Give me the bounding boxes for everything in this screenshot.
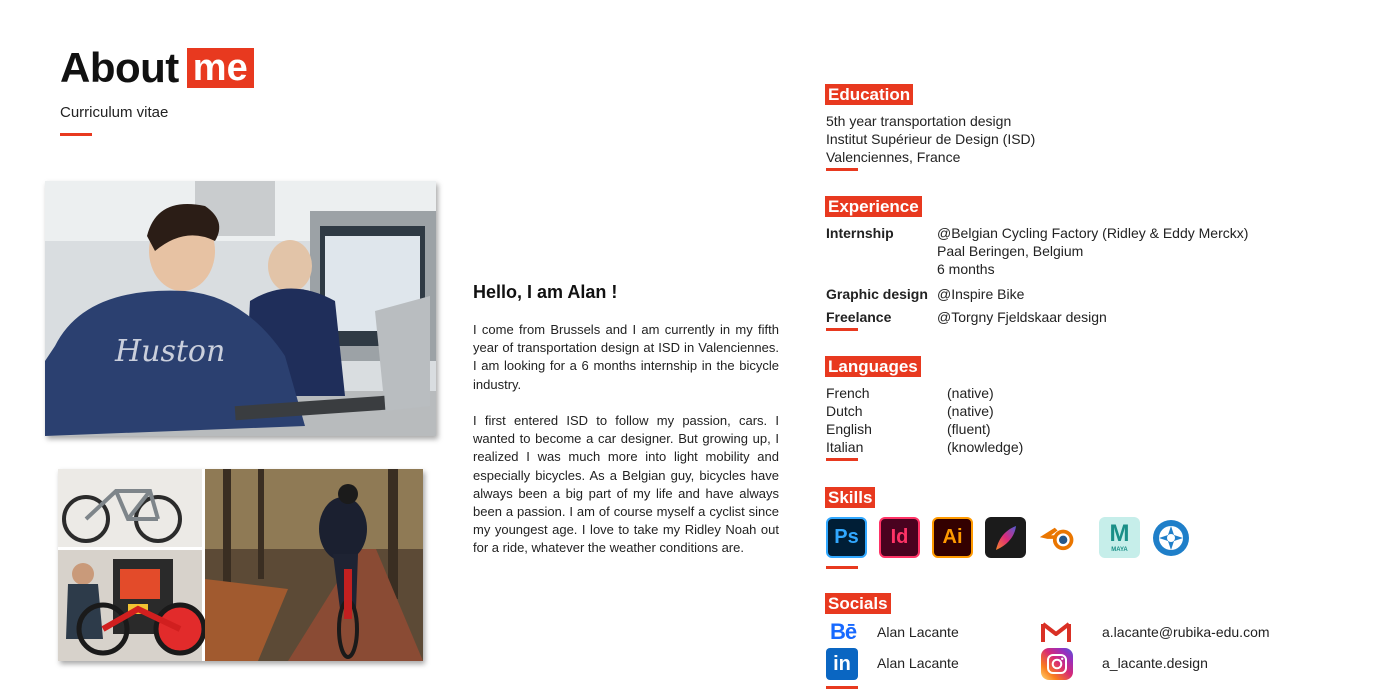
behance-name[interactable]: Alan Lacante (877, 624, 959, 640)
illustrator-icon: Ai (932, 517, 973, 558)
language-level: (knowledge) (947, 439, 1024, 455)
experience-role: Freelance (826, 309, 892, 325)
photoshop-icon: Ps (826, 517, 867, 558)
instagram-icon[interactable] (1041, 648, 1073, 680)
keyshot-icon (1150, 517, 1191, 558)
experience-role: Internship (826, 225, 894, 241)
experience-detail: @Torgny Fjeldskaar design (937, 309, 1107, 325)
education-line: 5th year transportation design (826, 113, 1012, 129)
bio-paragraph-1: I come from Brussels and I am currently in my fifth year of transportation design at ISD in Valenciennes. I am looking for a 6 months internship in the bicycle industry. (473, 322, 779, 392)
language-level: (fluent) (947, 421, 991, 437)
language-name: English (826, 421, 872, 437)
linkedin-name[interactable]: Alan Lacante (877, 655, 959, 671)
languages-underline (826, 458, 858, 461)
page-title (60, 44, 254, 91)
experience-role: Graphic design (826, 286, 928, 302)
bio-paragraph-2: I first entered ISD to follow my passion, cars. I wanted to become a car designer. But growing up, I realized I was much more into light mobility and especially bicycles. As a Belgian guy, bicycles have always been a big part of my life and have always been a passion. I am of course myself a cyclist since my youngest age. I love to take my Ridley Noah out for a ride, whatever the weather conditions are. (473, 413, 779, 556)
language-name: Dutch (826, 403, 863, 419)
education-heading: Education (825, 84, 913, 105)
socials-heading: Socials (825, 593, 891, 614)
education-line: Valenciennes, France (826, 149, 961, 165)
language-level: (native) (947, 385, 994, 401)
subtitle-underline (60, 133, 92, 136)
maya-letter: M (1109, 520, 1130, 547)
experience-underline (826, 328, 858, 331)
experience-detail: @Inspire Bike (937, 286, 1025, 302)
maya-sublabel: MAYA (1111, 547, 1128, 553)
svg-text:Huston: Huston (115, 334, 226, 369)
instagram-handle[interactable]: a_lacante.design (1102, 655, 1208, 671)
linkedin-icon[interactable]: in (826, 648, 858, 680)
title-word: About (60, 44, 179, 91)
experience-detail: Paal Beringen, Belgium (937, 243, 1084, 259)
gmail-icon[interactable] (1041, 620, 1071, 644)
education-line: Institut Supérieur de Design (ISD) (826, 131, 1036, 147)
language-level: (native) (947, 403, 994, 419)
maya-icon (1099, 517, 1140, 558)
languages-heading: Languages (825, 356, 921, 377)
email-address[interactable]: a.lacante@rubika-edu.com (1102, 624, 1270, 640)
indesign-icon: Id (879, 517, 920, 558)
language-name: Italian (826, 439, 864, 455)
procreate-icon (985, 517, 1026, 558)
skills-underline (826, 566, 858, 569)
blender-icon (1038, 517, 1079, 558)
title-highlight: me (187, 48, 254, 88)
behance-icon[interactable]: Bē (829, 619, 857, 644)
experience-detail: @Belgian Cycling Factory (Ridley & Eddy Merckx) (937, 225, 1249, 241)
socials-underline (826, 686, 858, 689)
photo-workspace (45, 181, 436, 436)
greeting-heading: Hello, I am Alan ! (473, 282, 618, 302)
experience-heading: Experience (825, 196, 922, 217)
education-underline (826, 168, 858, 171)
skills-heading: Skills (825, 487, 875, 508)
language-name: French (826, 385, 870, 401)
experience-detail: 6 months (937, 261, 995, 277)
photo-collage (58, 469, 423, 661)
subtitle: Curriculum vitae (60, 104, 169, 121)
